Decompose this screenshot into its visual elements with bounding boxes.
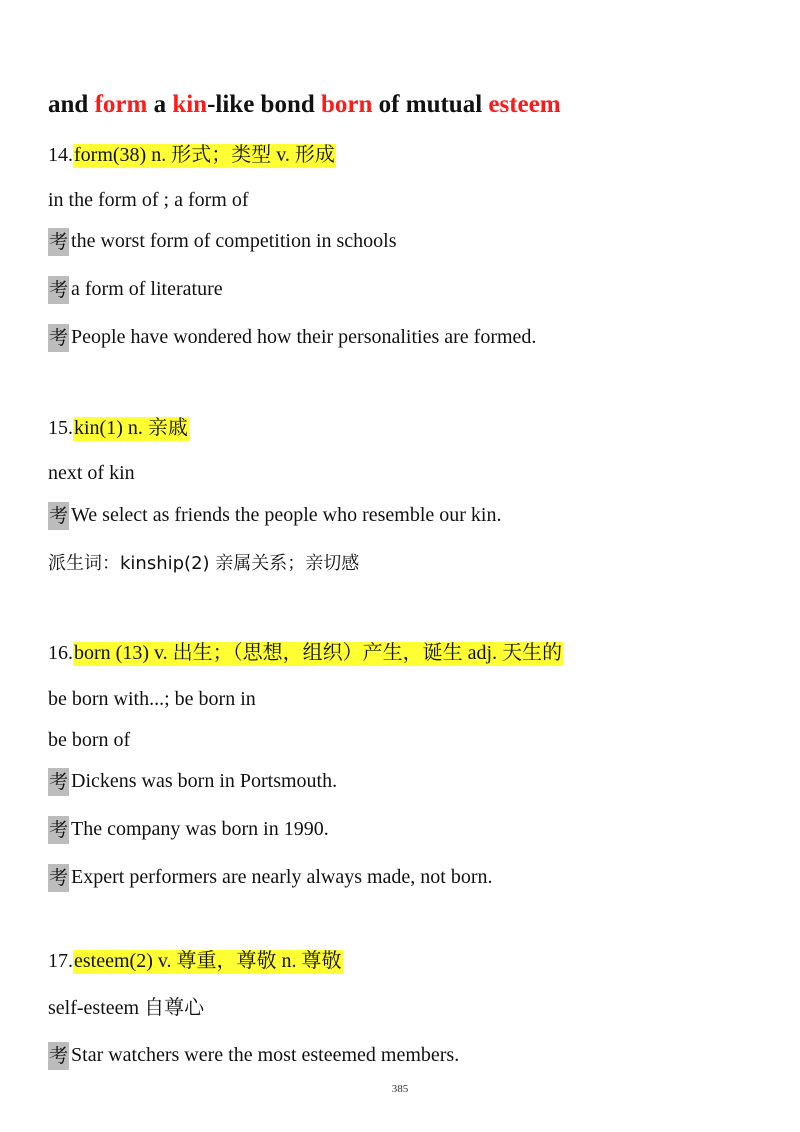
title-text: -like bond bbox=[207, 91, 322, 118]
phrase-line: be born of bbox=[48, 729, 131, 751]
page-title bbox=[48, 90, 561, 120]
example-text: The company was born in 1990. bbox=[71, 818, 329, 840]
kao-badge: 考 bbox=[48, 768, 69, 796]
example-text: Expert performers are nearly always made, not born. bbox=[71, 866, 493, 888]
example-text: Dickens was born in Portsmouth. bbox=[71, 770, 338, 792]
phrase-line: be born with...; be born in bbox=[48, 688, 256, 710]
example-text: We select as friends the people who resemble our kin. bbox=[71, 504, 502, 526]
example-line bbox=[48, 768, 337, 796]
entry-number: 16. bbox=[48, 642, 73, 664]
entry-heading bbox=[48, 142, 336, 168]
example-line bbox=[48, 324, 536, 352]
entry-number: 15. bbox=[48, 417, 73, 439]
example-line bbox=[48, 276, 223, 304]
example-text: the worst form of competition in schools bbox=[71, 230, 397, 252]
example-line bbox=[48, 228, 397, 256]
entry-heading bbox=[48, 415, 189, 441]
entry-headword: kin(1) n. 亲戚 bbox=[74, 417, 188, 439]
kao-badge: 考 bbox=[48, 864, 69, 892]
entry-headword: form(38) n. 形式；类型 v. 形成 bbox=[74, 144, 335, 166]
example-line bbox=[48, 1042, 459, 1070]
title-keyword-kin: kin bbox=[172, 91, 208, 118]
entry-number: 17. bbox=[48, 950, 73, 972]
example-line bbox=[48, 864, 493, 892]
entry-number: 14. bbox=[48, 144, 73, 166]
page-number: 385 bbox=[391, 1083, 409, 1095]
entry-heading bbox=[48, 948, 343, 974]
kao-badge: 考 bbox=[48, 816, 69, 844]
example-line bbox=[48, 816, 329, 844]
title-keyword-form: form bbox=[94, 91, 148, 118]
entry-heading bbox=[48, 640, 563, 666]
title-keyword-esteem: esteem bbox=[488, 91, 561, 118]
title-text: of mutual bbox=[372, 91, 489, 118]
phrase-line: next of kin bbox=[48, 462, 135, 484]
entry-headword: born (13) v. 出生；（思想，组织）产生，诞生 adj. 天生的 bbox=[74, 642, 563, 664]
title-keyword-born: born bbox=[321, 91, 373, 118]
phrase-line: in the form of ; a form of bbox=[48, 189, 249, 211]
kao-badge: 考 bbox=[48, 228, 69, 256]
example-line bbox=[48, 502, 501, 530]
example-text: People have wondered how their personalities are formed. bbox=[71, 326, 537, 348]
example-text: Star watchers were the most esteemed members. bbox=[71, 1044, 460, 1066]
kao-badge: 考 bbox=[48, 1042, 69, 1070]
example-text: a form of literature bbox=[71, 278, 223, 300]
derivative-line: 派生词：kinship(2) 亲属关系；亲切感 bbox=[48, 553, 360, 574]
kao-badge: 考 bbox=[48, 502, 69, 530]
kao-badge: 考 bbox=[48, 276, 69, 304]
entry-headword: esteem(2) v. 尊重，尊敬 n. 尊敬 bbox=[74, 950, 342, 972]
kao-badge: 考 bbox=[48, 324, 69, 352]
title-text: a bbox=[147, 91, 173, 118]
phrase-line: self-esteem 自尊心 bbox=[48, 997, 205, 1019]
title-text: and bbox=[48, 91, 95, 118]
